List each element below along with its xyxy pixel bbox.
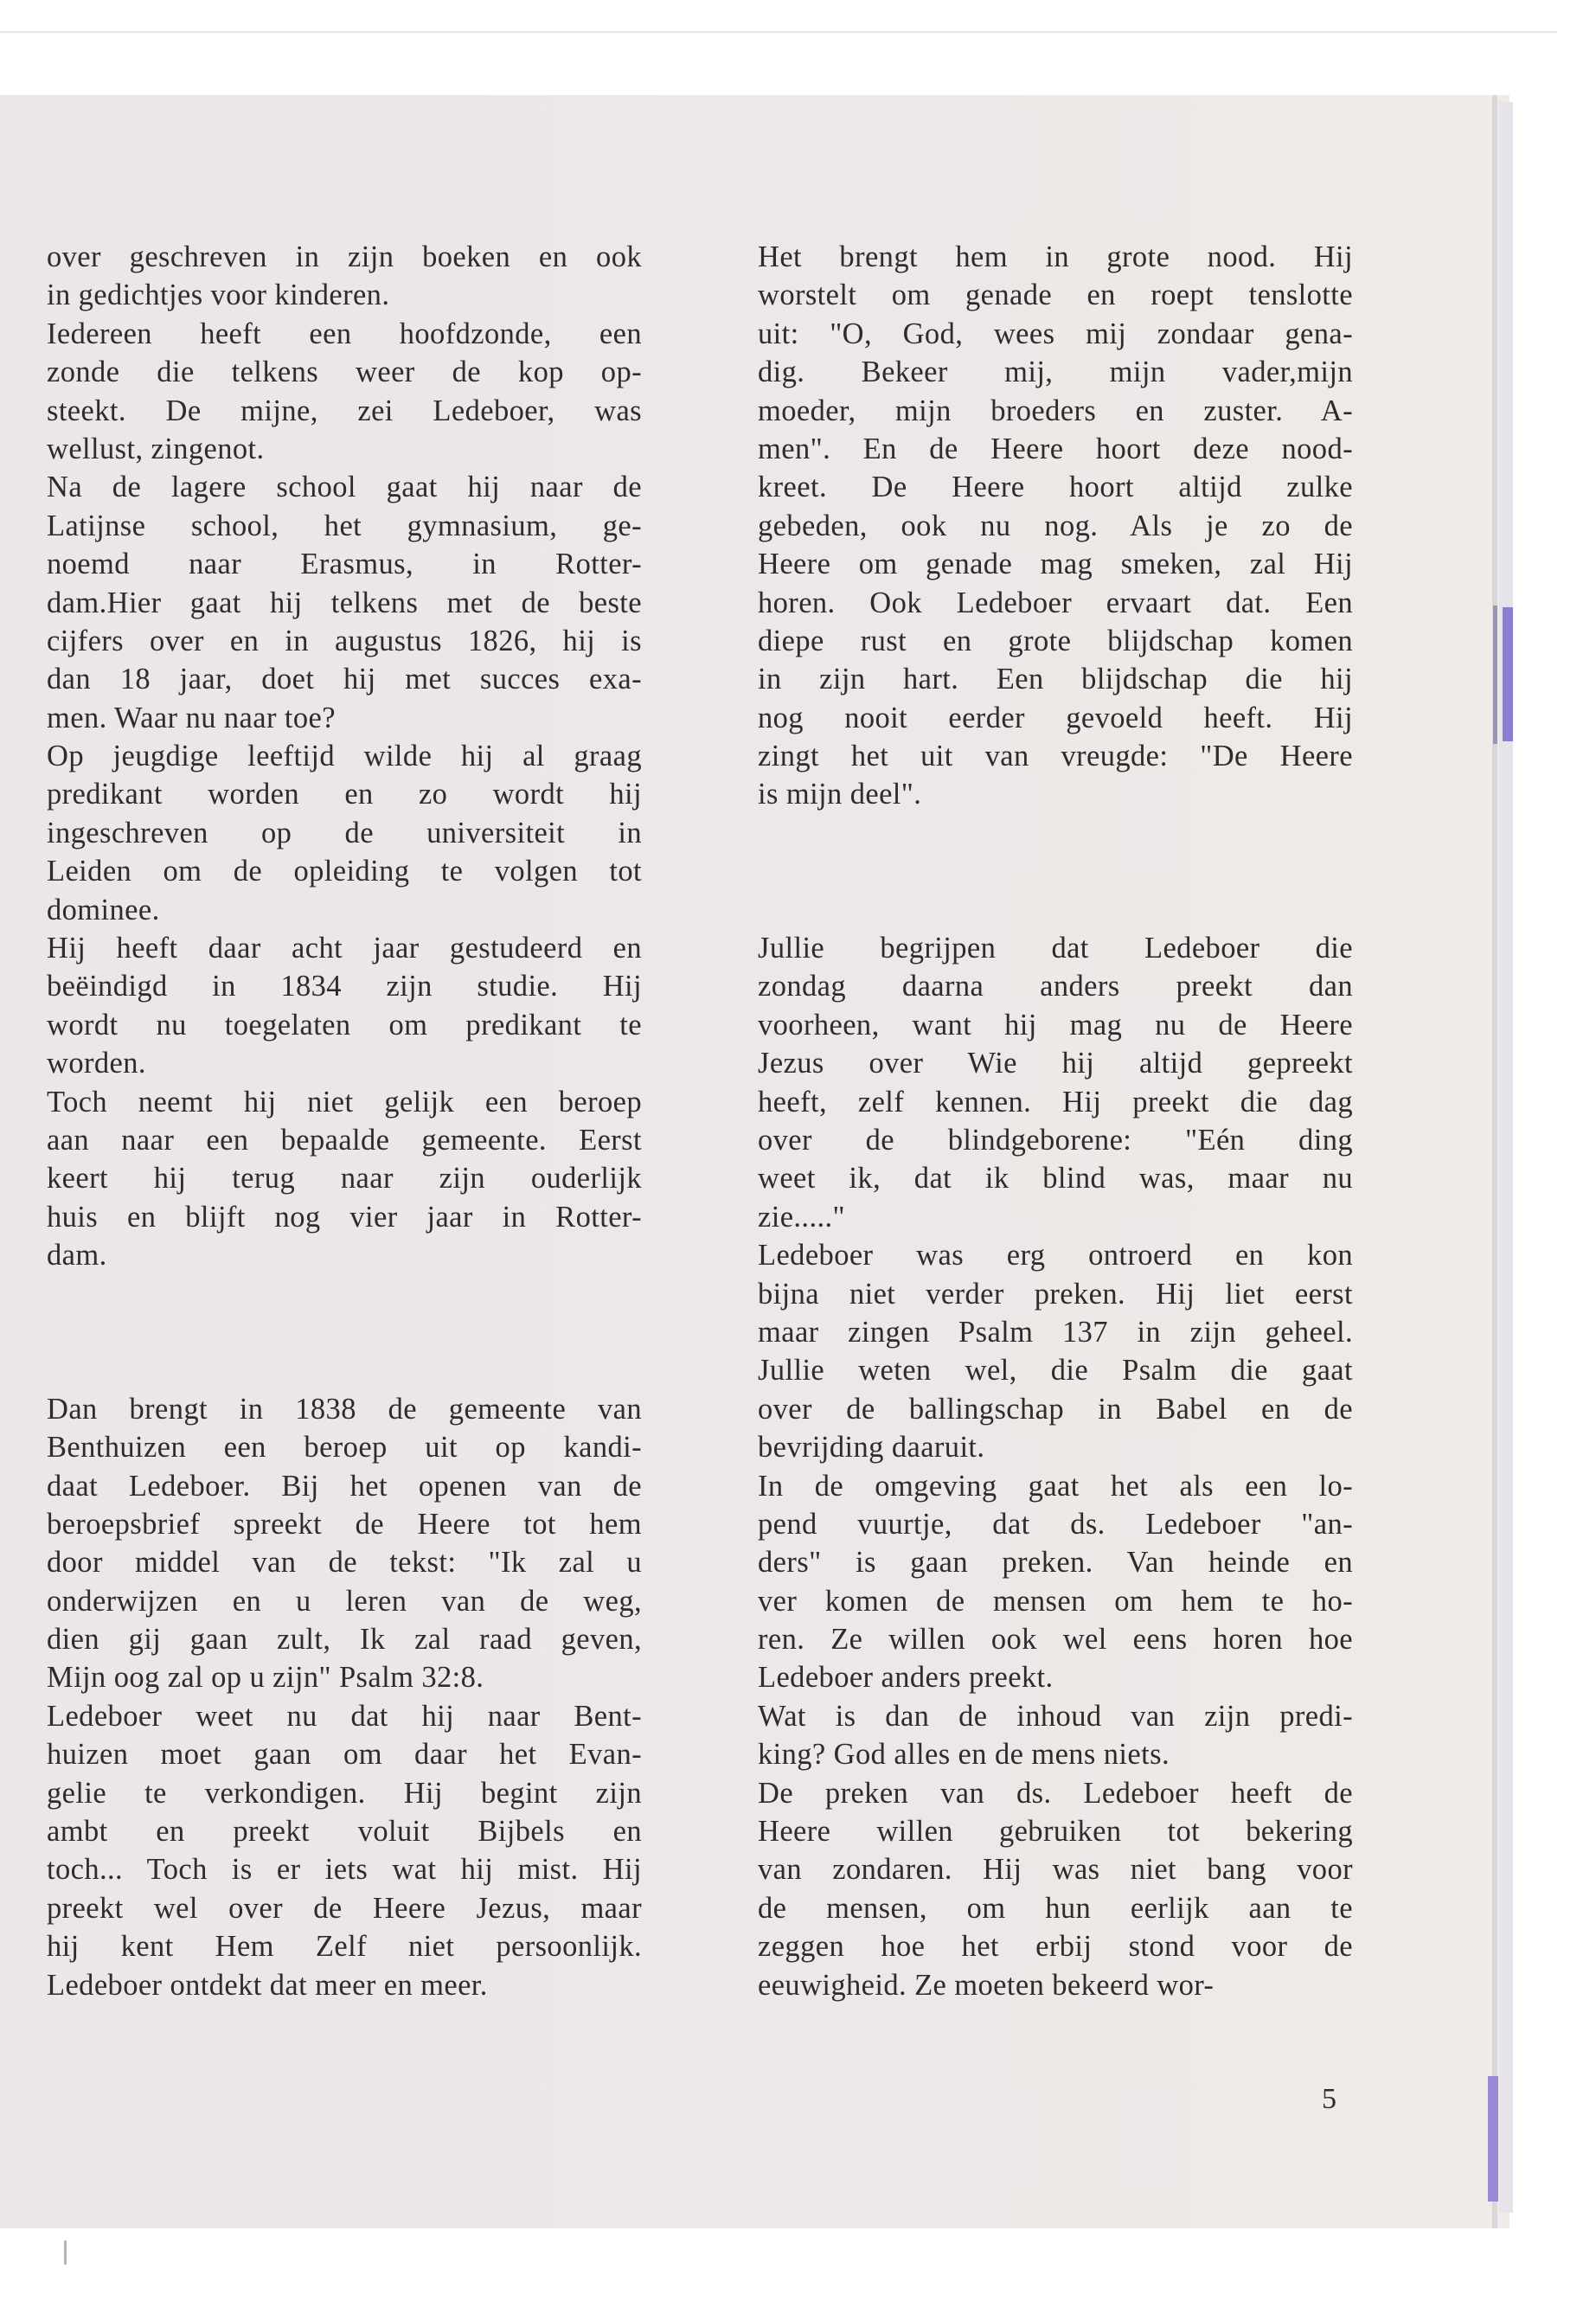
text-line: van zondaren. Hij was niet bang voor [758, 1853, 1353, 1887]
text-line: De preken van ds. Ledeboer heeft de [758, 1776, 1353, 1810]
text-line: Benthuizen een beroep uit op kandi- [47, 1431, 642, 1465]
text-line: daat Ledeboer. Bij het openen van de [47, 1469, 642, 1503]
text-line: pend vuurtje, dat ds. Ledeboer "an- [758, 1507, 1353, 1541]
text-line: Jezus over Wie hij altijd gepreekt [758, 1047, 1353, 1080]
text-line: Heere willen gebruiken tot bekering [758, 1815, 1353, 1849]
index-tab-purple-bottom [1488, 2076, 1498, 2202]
text-line: Mijn oog zal op u zijn" Psalm 32:8. [47, 1661, 484, 1695]
blank-line [758, 891, 1353, 929]
text-line: Ledeboer was erg ontroerd en kon [758, 1239, 1353, 1272]
text-line: wordt nu toegelaten om predikant te [47, 1008, 642, 1042]
text-line: over de blindgeborene: "Eén ding [758, 1123, 1353, 1157]
paragraph [47, 1390, 642, 1697]
paragraph [758, 1467, 1353, 1697]
text-line: beroepsbrief spreekt de Heere tot hem [47, 1507, 642, 1541]
paragraph [47, 1697, 642, 2004]
text-line: huizen moet gaan om daar het Evan- [47, 1738, 642, 1772]
text-line: hij kent Hem Zelf niet persoonlijk. [47, 1930, 642, 1964]
text-line: in gedichtjes voor kinderen. [47, 279, 390, 312]
text-line: Wat is dan de inhoud van zijn predi- [758, 1699, 1353, 1733]
text-line: ren. Ze willen ook wel eens horen hoe [758, 1623, 1353, 1657]
text-line: Iedereen heeft een hoofdzonde, een [47, 317, 642, 350]
paragraph [758, 1774, 1353, 2004]
scan-border [0, 31, 1557, 33]
text-line: men. Waar nu naar toe? [47, 701, 336, 734]
text-line: men". En de Heere hoort deze nood- [758, 432, 1353, 465]
text-line: Jullie weten wel, die Psalm die gaat [758, 1354, 1353, 1388]
paragraph [47, 468, 642, 737]
right-text-column [758, 238, 1353, 2004]
page-edge [1492, 95, 1497, 2228]
text-line: toch... Toch is er iets wat hij mist. Hij [47, 1853, 642, 1887]
blank-line [758, 852, 1353, 890]
text-line: cijfers over en in augustus 1826, hij is [47, 624, 642, 657]
text-line: wellust, zingenot. [47, 432, 265, 465]
text-line: dien gij gaan zult, Ik zal raad geven, [47, 1623, 642, 1657]
left-text-column [47, 238, 642, 2004]
text-line: huis en blijft nog vier jaar in Rotter- [47, 1200, 642, 1234]
text-line: uit: "O, God, wees mij zondaar gena- [758, 317, 1353, 350]
text-line: Hij heeft daar acht jaar gestudeerd en [47, 932, 642, 965]
text-line: moeder, mijn broeders en zuster. A- [758, 394, 1353, 427]
page-edge-shadow [1499, 102, 1513, 2213]
text-line: dig. Bekeer mij, mijn vader,mijn [758, 356, 1353, 389]
text-line: maar zingen Psalm 137 in zijn geheel. [758, 1315, 1353, 1349]
text-line: voorheen, want hij mag nu de Heere [758, 1008, 1353, 1042]
text-line: Dan brengt in 1838 de gemeente van [47, 1392, 642, 1426]
text-line: Ledeboer weet nu dat hij naar Bent- [47, 1699, 642, 1733]
text-line: heeft, zelf kennen. Hij preekt die dag [758, 1085, 1353, 1118]
paragraph [758, 1236, 1353, 1466]
paragraph [758, 929, 1353, 1236]
text-line: Ledeboer ontdekt dat meer en meer. [47, 1968, 488, 2002]
text-line: over de ballingschap in Babel en de [758, 1392, 1353, 1426]
index-tab-shadow [1493, 606, 1497, 744]
text-line: worden. [47, 1047, 146, 1080]
text-line: zingt het uit van vreugde: "De Heere [758, 740, 1353, 773]
blank-line [47, 1275, 642, 1313]
text-line: steekt. De mijne, zei Ledeboer, was [47, 394, 642, 427]
text-line: ver komen de mensen om hem te ho- [758, 1584, 1353, 1618]
text-line: Heere om genade mag smeken, zal Hij [758, 548, 1353, 581]
scan-mark [64, 2240, 67, 2265]
text-line: Ledeboer anders preekt. [758, 1661, 1054, 1695]
text-line: dan 18 jaar, doet hij met succes exa- [47, 663, 642, 696]
text-line: Toch neemt hij niet gelijk een beroep [47, 1085, 642, 1118]
text-line: noemd naar Erasmus, in Rotter- [47, 548, 642, 581]
text-line: diepe rust en grote blijdschap komen [758, 624, 1353, 657]
text-line: de mensen, om hun eerlijk aan te [758, 1891, 1353, 1925]
text-line: eeuwigheid. Ze moeten bekeerd wor- [758, 1968, 1215, 2002]
text-line: beëindigd in 1834 zijn studie. Hij [47, 970, 642, 1003]
text-line: king? God alles en de mens niets. [758, 1738, 1170, 1772]
paragraph [47, 315, 642, 469]
text-line: aan naar een bepaalde gemeente. Eerst [47, 1123, 642, 1157]
paragraph [47, 737, 642, 929]
blank-line [47, 1351, 642, 1389]
text-line: ders" is gaan preken. Van heinde en [758, 1546, 1353, 1580]
text-line: gelie te verkondigen. Hij begint zijn [47, 1776, 642, 1810]
text-line: zeggen hoe het erbij stond voor de [758, 1930, 1353, 1964]
text-line: nog nooit eerder gevoeld heeft. Hij [758, 701, 1353, 734]
text-line: door middel van de tekst: "Ik zal u [47, 1546, 642, 1580]
text-line: over geschreven in zijn boeken en ook [47, 240, 642, 273]
blank-line [758, 814, 1353, 852]
paragraph [47, 1083, 642, 1275]
page-number: 5 [1322, 2083, 1336, 2115]
text-line: bijna niet verder preken. Hij liet eerst [758, 1277, 1353, 1311]
text-line: onderwijzen en u leren van de weg, [47, 1584, 642, 1618]
text-line: keert hij terug naar zijn ouderlijk [47, 1162, 642, 1195]
text-line: Het brengt hem in grote nood. Hij [758, 240, 1353, 273]
text-line: Latijnse school, het gymnasium, ge- [47, 509, 642, 542]
blank-line [47, 1313, 642, 1351]
text-line: Jullie begrijpen dat Ledeboer die [758, 932, 1353, 965]
text-line: dam. [47, 1239, 107, 1272]
text-line: gebeden, ook nu nog. Als je zo de [758, 509, 1353, 542]
text-line: worstelt om genade en roept tenslotte [758, 279, 1353, 312]
text-line: kreet. De Heere hoort altijd zulke [758, 471, 1353, 504]
paragraph [758, 1697, 1353, 1774]
text-line: dam.Hier gaat hij telkens met de beste [47, 586, 642, 619]
text-line: weet ik, dat ik blind was, maar nu [758, 1162, 1353, 1195]
text-line: zonde die telkens weer de kop op- [47, 356, 642, 389]
text-line: Na de lagere school gaat hij naar de [47, 471, 642, 504]
text-line: ambt en preekt voluit Bijbels en [47, 1815, 642, 1849]
text-line: Leiden om de opleiding te volgen tot [47, 855, 642, 888]
paragraph [47, 929, 642, 1083]
text-line: zondag daarna anders preekt dan [758, 970, 1353, 1003]
paragraph [47, 238, 642, 315]
text-line: zie....." [758, 1200, 846, 1234]
text-line: horen. Ook Ledeboer ervaart dat. Een [758, 586, 1353, 619]
text-line: predikant worden en zo wordt hij [47, 778, 642, 811]
text-line: Op jeugdige leeftijd wilde hij al graag [47, 740, 642, 773]
text-line: is mijn deel". [758, 778, 922, 811]
index-tab-purple [1503, 607, 1513, 741]
text-line: ingeschreven op de universiteit in [47, 816, 642, 849]
text-line: In de omgeving gaat het als een lo- [758, 1469, 1353, 1503]
text-line: bevrijding daaruit. [758, 1431, 985, 1465]
text-line: in zijn hart. Een blijdschap die hij [758, 663, 1353, 696]
text-line: preekt wel over de Heere Jezus, maar [47, 1891, 642, 1925]
paragraph [758, 238, 1353, 814]
text-line: dominee. [47, 893, 160, 926]
